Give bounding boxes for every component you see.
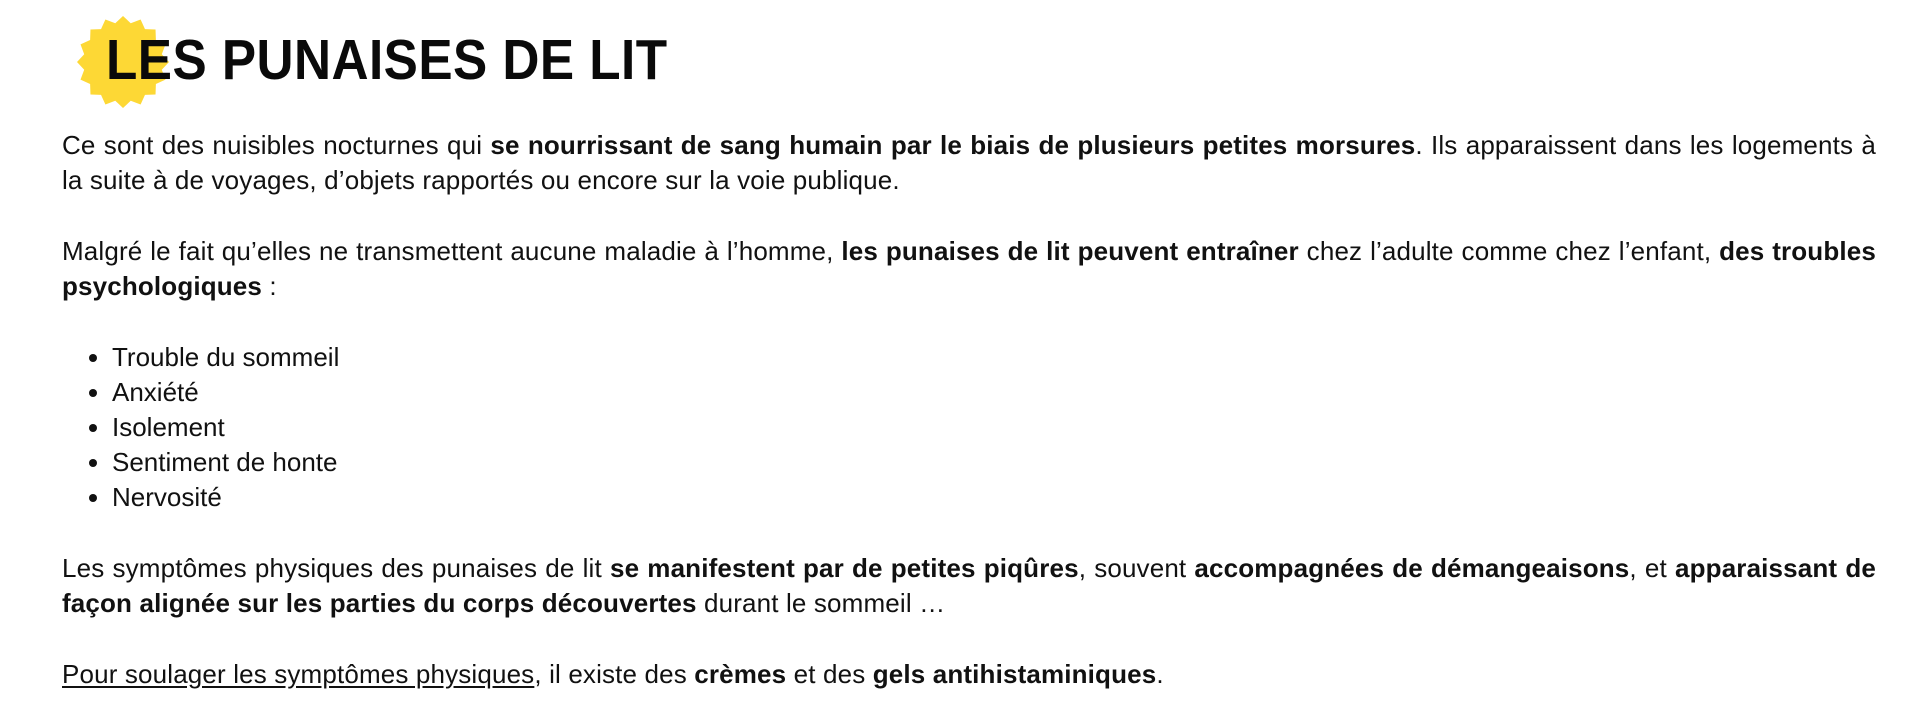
relief-text-2: et des [786, 659, 873, 689]
relief-text-3: . [1156, 659, 1164, 689]
relief-bold-1: crèmes [694, 659, 787, 689]
phys-text-1: Les symptômes physiques des punaises de lit [62, 553, 610, 583]
intro-text-1: Ce sont des nuisibles nocturnes qui [62, 130, 491, 160]
intro-paragraph [62, 128, 1876, 198]
psych-text-1: Malgré le fait qu’elles ne transmettent aucune maladie à l’homme, [62, 236, 842, 266]
phys-text-2: , souvent [1078, 553, 1195, 583]
phys-bold-2: accompagnées de démangeaisons [1194, 553, 1630, 583]
psychological-paragraph [62, 234, 1876, 304]
list-item: • Nervosité [112, 480, 1876, 515]
physical-symptoms-paragraph [62, 551, 1876, 621]
list-item: • Trouble du sommeil [112, 340, 1876, 375]
relief-text-1: , il existe des [534, 659, 695, 689]
intro-bold-1: se nourrissant de sang humain par le biais de plusieurs petites morsures [490, 130, 1416, 160]
list-item: • Isolement [112, 410, 1876, 445]
phys-text-3: , et [1629, 553, 1676, 583]
article [62, 0, 1876, 689]
relief-bold-2: gels antihistaminiques [872, 659, 1157, 689]
relief-paragraph [62, 657, 1876, 692]
psych-bold-1: les punaises de lit peuvent entraîner [841, 236, 1299, 266]
psych-text-3: : [262, 271, 277, 301]
title-block [62, 0, 1876, 108]
page-title: LES PUNAISES DE LIT [106, 28, 668, 92]
phys-text-4: durant le sommeil … [696, 588, 946, 618]
list-item: • Sentiment de honte [112, 445, 1876, 480]
relief-link[interactable]: Pour soulager les symptômes physiques [62, 659, 535, 689]
psych-bold-2: des troubles psychologiques [62, 236, 1876, 301]
phys-bold-3: apparaissant de façon alignée sur les parties du corps découvertes [62, 553, 1876, 618]
article-body [62, 128, 1876, 692]
phys-bold-1: se manifestent par de petites piqûres [609, 553, 1079, 583]
intro-text-2: . Ils apparaissent dans les logements à la suite à de voyages, d’objets rapportés ou encore sur la voie publique. [62, 130, 1876, 195]
list-item: • Anxiété [112, 375, 1876, 410]
psych-text-2: chez l’adulte comme chez l’enfant, [1298, 236, 1720, 266]
symptoms-list [62, 340, 1876, 515]
